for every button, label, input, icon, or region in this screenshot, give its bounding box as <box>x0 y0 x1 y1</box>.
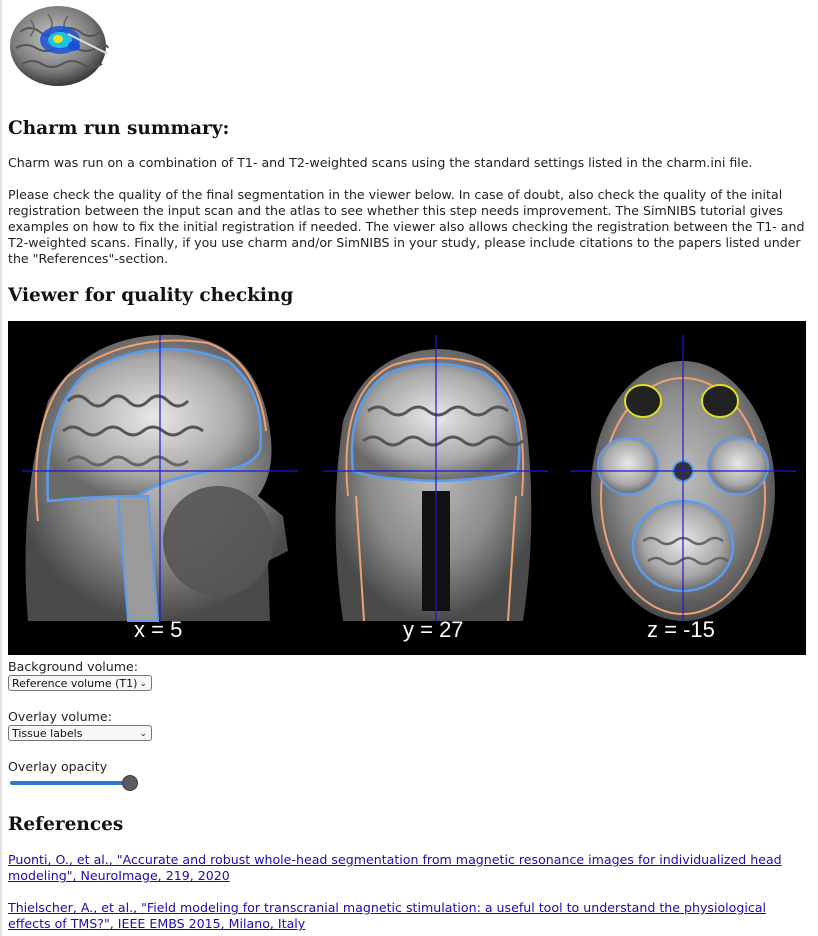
viewer-title: Viewer for quality checking <box>8 285 294 306</box>
reference-link-1[interactable]: Puonti, O., et al., "Accurate and robust whole-head segmentation from magnetic resonance images for individualized head modeling", NeuroImage, 219, 2020 <box>8 852 782 883</box>
mri-viewer[interactable] <box>8 321 806 655</box>
overlay-opacity-label: Overlay opacity <box>8 759 108 774</box>
chevron-down-icon: ⌄ <box>139 729 147 739</box>
mri-slices <box>8 321 806 655</box>
slider-thumb[interactable] <box>122 775 138 791</box>
sagittal-slice <box>22 335 298 621</box>
summary-title: Charm run summary: <box>8 118 230 139</box>
slice-label-x: x = 5 <box>134 617 183 642</box>
coronal-slice <box>323 335 548 621</box>
left-border <box>0 0 2 936</box>
overlay-volume-value: Tissue labels <box>12 727 83 740</box>
axial-slice <box>570 335 796 621</box>
brain-logo-icon <box>8 2 112 90</box>
slice-label-z: z = -15 <box>647 617 715 642</box>
summary-paragraph-1: Charm was run on a combination of T1- and T2-weighted scans using the standard settings listed in the charm.ini file. <box>8 155 753 170</box>
chevron-down-icon: ⌄ <box>139 679 147 689</box>
references-title: References <box>8 814 124 835</box>
reference-link-2[interactable]: Thielscher, A., et al., "Field modeling for transcranial magnetic stimulation: a useful tool to understand the physiological effects of TMS?", IEEE EMBS 2015, Milano, Italy <box>8 900 767 931</box>
summary-paragraph-2: Please check the quality of the final segmentation in the viewer below. In case of doubt, also check the quality of the inital registration between the input scan and the atlas to see whether this step needs improvement. The SimNIBS tutorial gives examples on how to fix the initial registration if needed. The viewer also allows checking the registration between the T1- and T2-weighted scans. Finally, if you use charm and/or SimNIBS in your study, please include citations to the papers listed under the "References"-section. <box>8 187 805 266</box>
overlay-volume-label: Overlay volume: <box>8 709 112 724</box>
slice-label-y: y = 27 <box>403 617 464 642</box>
background-volume-label: Background volume: <box>8 659 139 674</box>
background-volume-value: Reference volume (T1) <box>12 677 138 690</box>
overlay-volume-select[interactable] <box>8 725 152 741</box>
slider-track <box>10 781 130 785</box>
background-volume-select[interactable] <box>8 675 152 691</box>
overlay-opacity-slider[interactable] <box>8 775 138 791</box>
